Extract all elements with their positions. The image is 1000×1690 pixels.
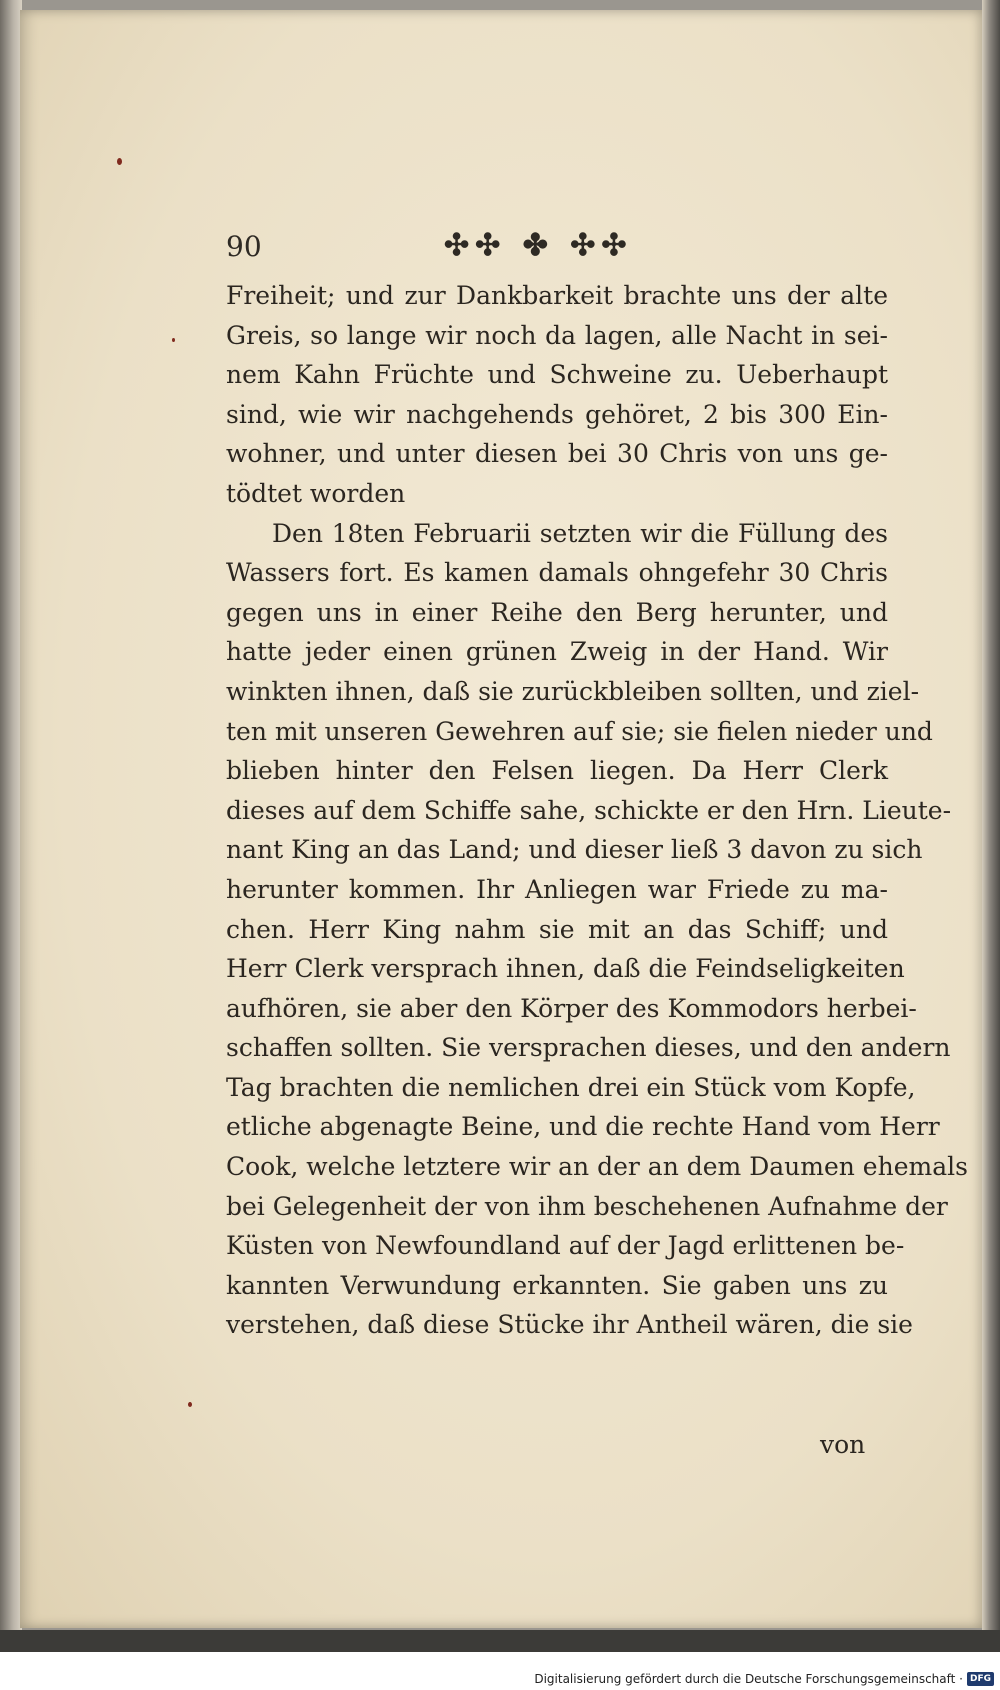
text-line: tödtet worden (226, 478, 406, 508)
paragraph-1 (226, 276, 888, 514)
text-line: Greis, so lange wir noch da lagen, alle Nacht in sei- (226, 320, 888, 350)
text-line: sind, wie wir nachgehends gehöret, 2 bis 300 Ein- (226, 399, 888, 429)
text-line: ten mit unseren Gewehren auf sie; sie fielen nieder und (226, 716, 933, 746)
digitization-credit (534, 1672, 994, 1686)
ink-spot (188, 1402, 192, 1407)
text-line: nem Kahn Früchte und Schweine zu. Ueberhaupt (226, 360, 888, 390)
page-header (226, 228, 876, 268)
text-line: nant King an das Land; und dieser ließ 3 davon zu sich (226, 835, 923, 865)
text-line: schaffen sollten. Sie versprachen dieses, und den andern (226, 1033, 951, 1063)
body-text (226, 276, 968, 1345)
text-line: kannten Verwundung erkannten. Sie gaben uns zu (226, 1270, 888, 1300)
ink-spot (117, 158, 122, 165)
text-line: verstehen, daß diese Stücke ihr Antheil wären, die sie (226, 1310, 913, 1340)
scan-bottom-strip (0, 1630, 1000, 1652)
text-line: etliche abgenagte Beine, und die rechte Hand vom Herr (226, 1112, 940, 1142)
text-line: hatte jeder einen grünen Zweig in der Hand. Wir (226, 637, 888, 667)
text-line: bei Gelegenheit der von ihm beschehenen Aufnahme der (226, 1191, 948, 1221)
header-ornament: ✣✣ ✤ ✣✣ (444, 228, 633, 263)
page-number: 90 (226, 230, 262, 263)
text-line: Freiheit; und zur Dankbarkeit brachte uns der alte (226, 281, 888, 310)
text-line: dieses auf dem Schiffe sahe, schickte er den Hrn. Lieute- (226, 795, 952, 825)
text-line: winkten ihnen, daß sie zurückbleiben sollten, und ziel- (226, 676, 920, 706)
text-line: Herr Clerk versprach ihnen, daß die Feindseligkeiten (226, 954, 905, 984)
dfg-logo-icon: DFG (967, 1672, 994, 1686)
paragraph-2 (226, 514, 968, 1345)
text-line: herunter kommen. Ihr Anliegen war Friede zu ma- (226, 874, 888, 904)
text-line: Tag brachten die nemlichen drei ein Stück vom Kopfe, (226, 1072, 916, 1102)
text-line: chen. Herr King nahm sie mit an das Schiff; und (226, 914, 888, 944)
ink-spot (172, 338, 175, 342)
text-line: blieben hinter den Felsen liegen. Da Herr Clerk (226, 756, 888, 786)
catchword: von (820, 1430, 866, 1459)
text-line: Den 18ten Februarii setzten wir die Füllung des (272, 518, 888, 548)
text-line: aufhören, sie aber den Körper des Kommodors herbei- (226, 993, 917, 1023)
credit-text: Digitalisierung gefördert durch die Deutsche Forschungsgemeinschaft · (534, 1672, 963, 1686)
text-line: wohner, und unter diesen bei 30 Chris von uns ge- (226, 439, 888, 469)
text-line: Wassers fort. Es kamen damals ohngefehr 30 Chris (226, 558, 888, 588)
text-line: Küsten von Newfoundland auf der Jagd erlittenen be- (226, 1231, 905, 1261)
book-spine-edge (0, 0, 22, 1650)
book-fore-edge (982, 0, 1000, 1650)
text-line: Cook, welche letztere wir an der an dem Daumen ehemals (226, 1152, 968, 1182)
text-line: gegen uns in einer Reihe den Berg herunter, und (226, 597, 888, 627)
